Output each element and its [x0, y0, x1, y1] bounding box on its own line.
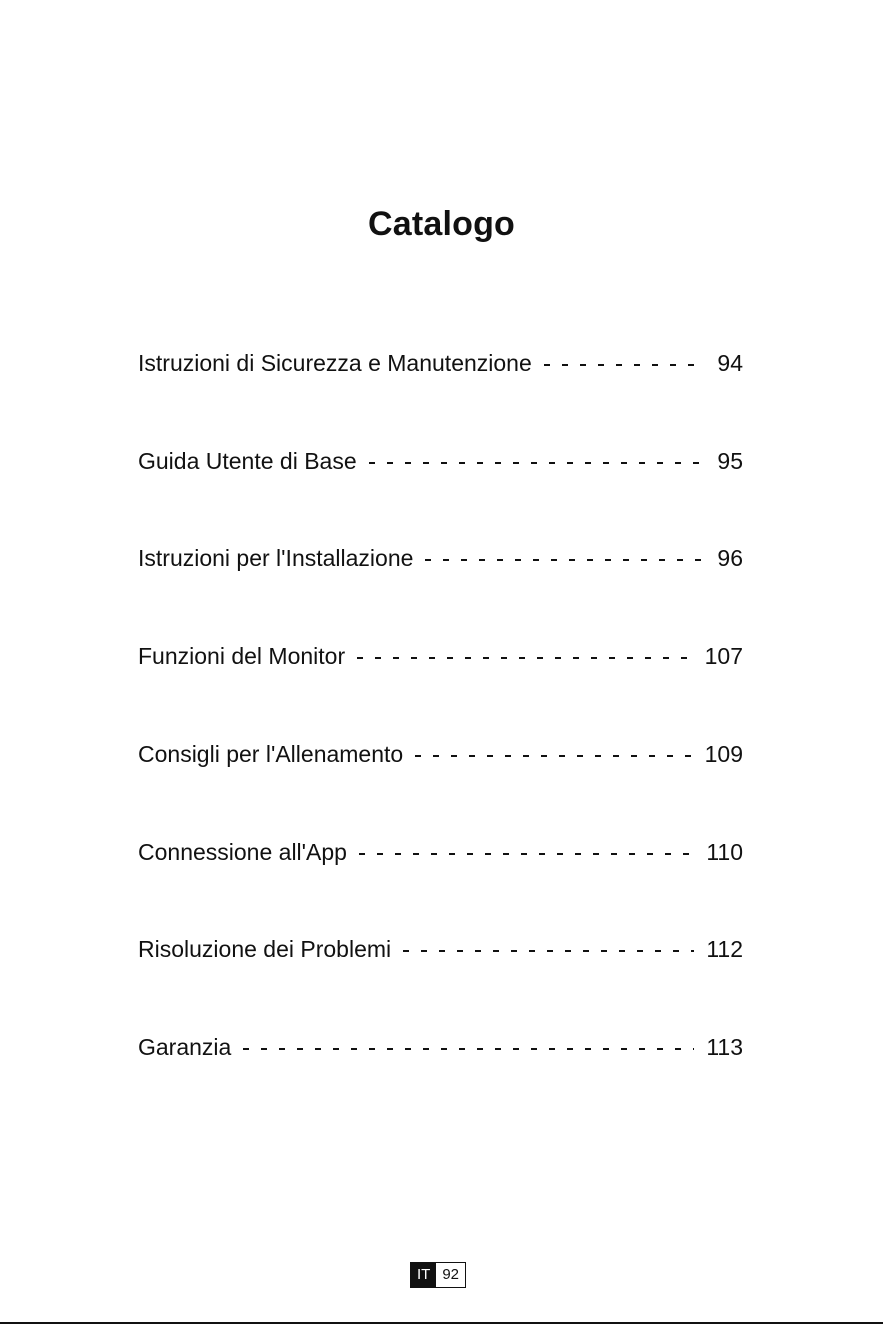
page-number: 92 — [436, 1263, 465, 1287]
toc-entry-label: Funzioni del Monitor — [138, 642, 346, 669]
toc-dot-leader — [243, 1048, 694, 1050]
toc-dot-leader — [359, 853, 694, 855]
language-code: IT — [411, 1263, 436, 1287]
toc-dot-leader — [369, 462, 701, 464]
toc-dot-leader — [403, 950, 694, 952]
toc-entry-page: 112 — [706, 935, 743, 962]
toc-entry-label: Garanzia — [138, 1033, 232, 1060]
toc-entry-warranty[interactable] — [138, 1031, 743, 1063]
toc-entry-page: 94 — [717, 349, 743, 376]
toc-dot-leader — [425, 559, 701, 561]
toc-entry-installation[interactable] — [138, 542, 743, 574]
toc-entry-label: Istruzioni per l'Installazione — [138, 544, 414, 571]
toc-entry-label: Istruzioni di Sicurezza e Manutenzione — [138, 349, 532, 376]
toc-entry-troubleshooting[interactable] — [138, 933, 743, 965]
toc-entry-app[interactable] — [138, 836, 743, 868]
toc-entry-monitor[interactable] — [138, 640, 743, 672]
toc-entry-page: 107 — [704, 642, 743, 669]
toc-entry-safety[interactable] — [138, 347, 743, 379]
toc-entry-page: 110 — [706, 838, 743, 865]
toc-entry-training[interactable] — [138, 738, 743, 770]
toc-entry-page: 95 — [717, 447, 743, 474]
toc-dot-leader — [357, 657, 693, 659]
toc-entry-page: 96 — [717, 544, 743, 571]
toc-entry-label: Risoluzione dei Problemi — [138, 935, 392, 962]
toc-entry-page: 113 — [706, 1033, 743, 1060]
toc-entry-user-guide[interactable] — [138, 445, 743, 477]
page-number-badge — [410, 1262, 466, 1288]
page-title: Catalogo — [367, 205, 516, 243]
toc-dot-leader — [544, 364, 701, 366]
toc-dot-leader — [415, 755, 692, 757]
toc-entry-label: Guida Utente di Base — [138, 447, 357, 474]
toc-entry-page: 109 — [704, 740, 743, 767]
toc-entry-label: Connessione all'App — [138, 838, 347, 865]
toc-entry-label: Consigli per l'Allenamento — [138, 740, 404, 767]
